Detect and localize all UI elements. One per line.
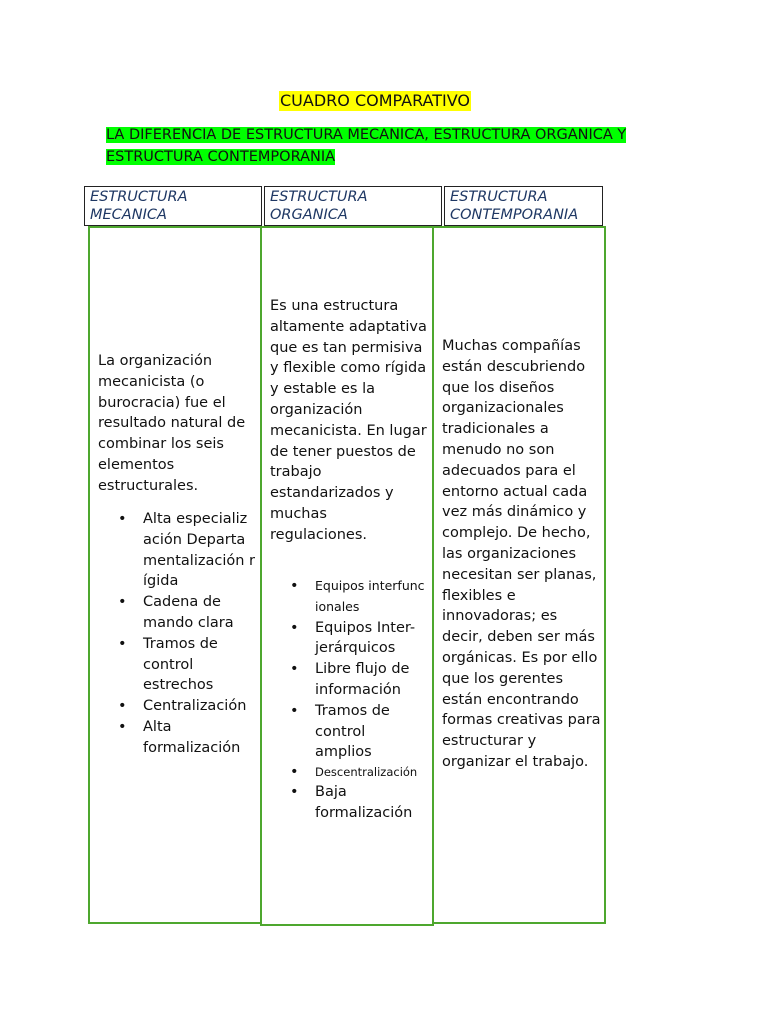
header-contemporania: ESTRUCTURA CONTEMPORANIA [444, 186, 603, 226]
list-item: • Centralización [143, 696, 256, 717]
list-item: • Alta especialización Departamentalización rígida [143, 509, 256, 592]
column-organica [260, 226, 434, 926]
bullet-list-mecanica [143, 509, 256, 759]
list-item: • Descentralización [315, 763, 425, 781]
list-item: • Equipos Inter-jerárquicos [315, 618, 425, 660]
list-item: • Equipos interfuncionales [315, 576, 425, 618]
list-item: • Cadena de mando clara [143, 592, 256, 634]
header-mecanica: ESTRUCTURA MECANICA [84, 186, 262, 226]
bullet-list-organica [315, 576, 425, 824]
subtitle-text: LA DIFERENCIA DE ESTRUCTURA MECANICA, ESTRUCTURA ORGANICA Y ESTRUCTURA CONTEMPORANIA [106, 127, 627, 165]
document-title: CUADRO COMPARATIVO [280, 91, 471, 110]
paragraph-contemporania: Muchas compañías están descubriendo que los diseños organizacionales tradicionales a menudo no son adecuados para el entorno actual cada vez más dinámico y complejo. De hecho, las organizaciones necesitan ser planas, flexibles e innovadoras; es decir, deben ser más orgánicas. Es por ello que los gerentes están encontrando formas creativas para estructurar y organizar el trabajo. [442, 338, 601, 770]
list-item: • Tramos de control estrechos [143, 634, 256, 696]
column-contemporania [432, 226, 606, 924]
paragraph-organica: Es una estructura altamente adaptativa que es tan permisiva y flexible como rígida y estable es la organización mecanicista. En lugar de tener puestos de trabajo estandarizados y muchas regulaciones. [270, 298, 427, 543]
list-item: • Baja formalización [315, 782, 425, 824]
paragraph-mecanica: La organización mecanicista (o burocracia) fue el resultado natural de combinar los seis elementos estructurales. [98, 353, 246, 494]
column-mecanica [88, 226, 262, 924]
list-item: • Alta formalización [143, 717, 256, 759]
list-item: • Libre flujo de información [315, 659, 425, 701]
document-subtitle [106, 124, 666, 168]
list-item: • Tramos de control amplios [315, 701, 425, 763]
header-organica: ESTRUCTURA ORGANICA [264, 186, 442, 226]
